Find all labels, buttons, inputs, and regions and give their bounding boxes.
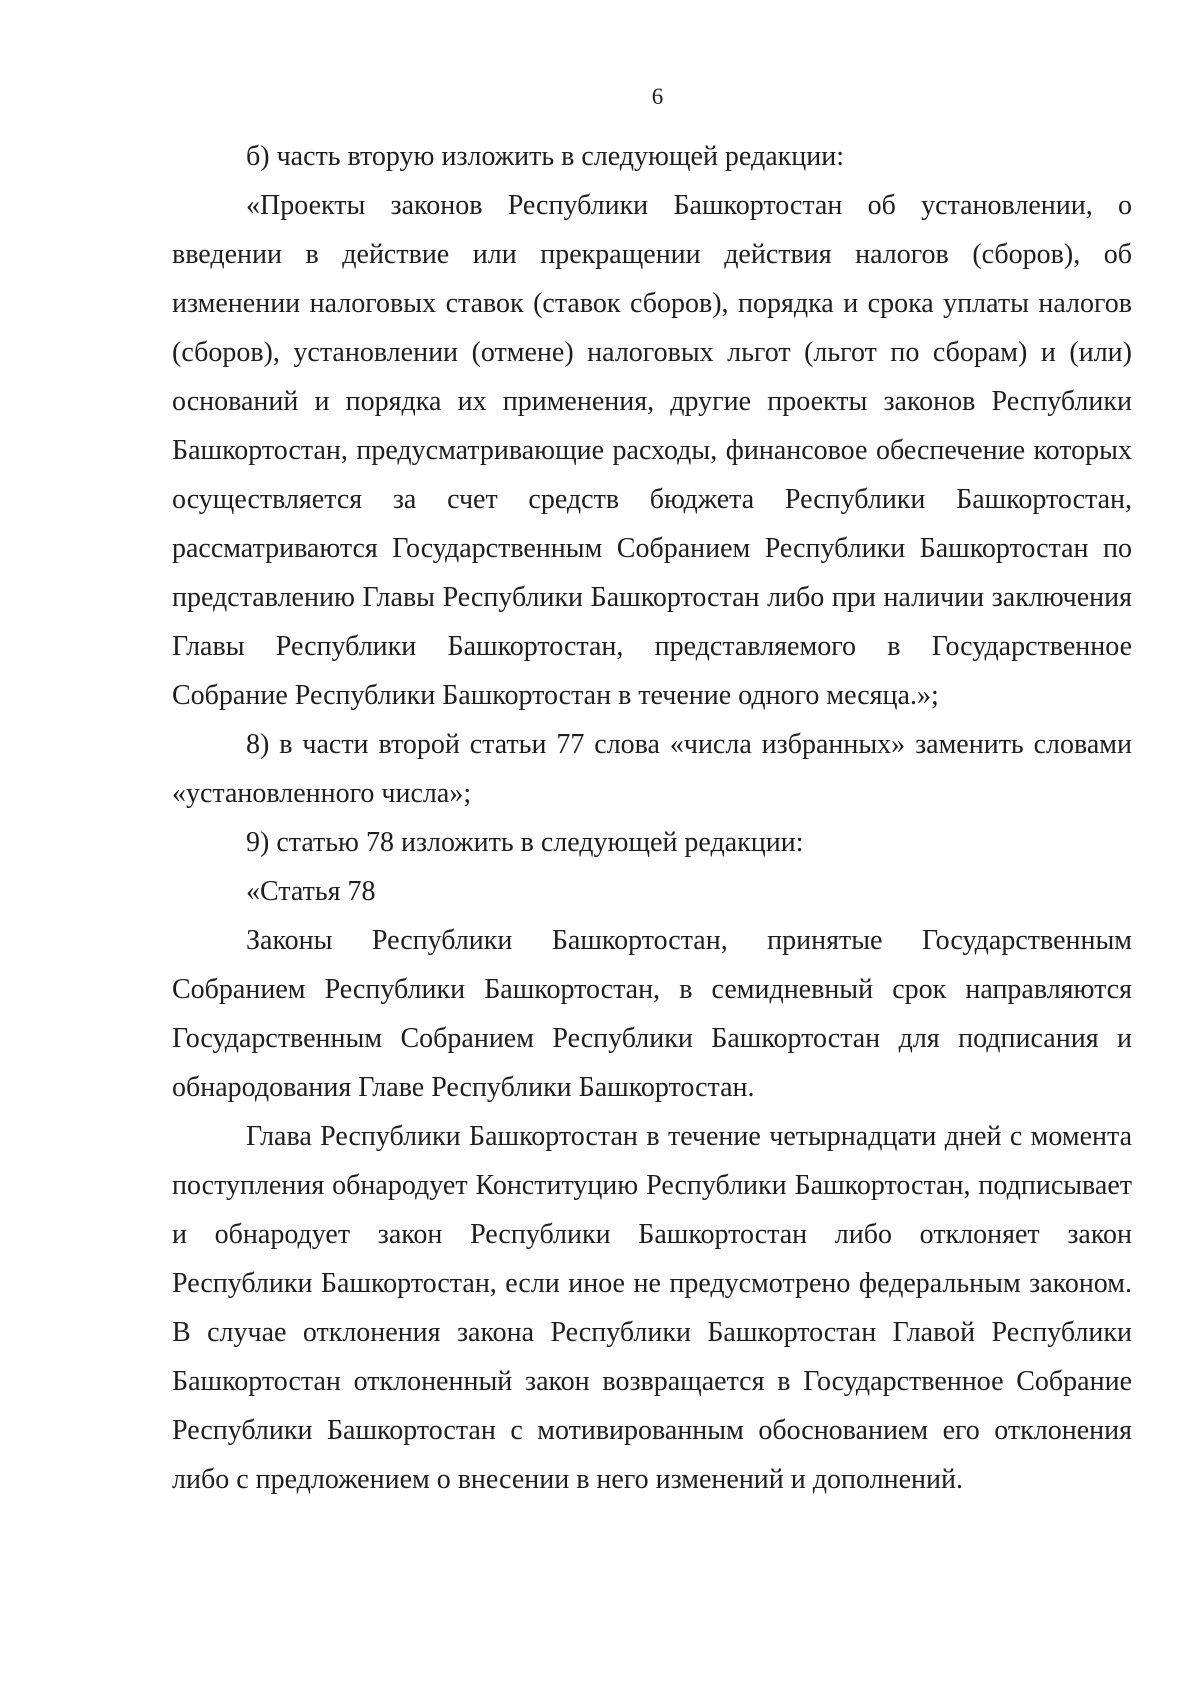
page-number: 6: [651, 84, 664, 109]
paragraph-amendment-b: б) часть вторую изложить в следующей редакции:: [246, 141, 844, 172]
paragraph-draft-laws-quote: «Проекты законов Республики Башкортостан об установлении, о введении в действие или прекращении действия налогов (сборов), об изменении налоговых ставок (ставок сборов), порядка и срока уплаты налогов (сборов), установлении (отмене) налоговых льгот (льгот по сборам) и (или) оснований и порядка их применения, другие проекты законов Республики Башкортостан, предусматривающие расходы, финансовое обеспечение которых осуществляется за счет средств бюджета Республики Башкортостан, рассматриваются Государственным Собранием Республики Башкортостан по представлению Главы Республики Башкортостан либо при наличии заключения Главы Республики Башкортостан, представляемого в Государственное Собрание Республики Башкортостан в течение одного месяца.»;: [172, 190, 1132, 711]
paragraph-amendment-8: 8) в части второй статьи 77 слова «числа избранных» заменить словами «установленного числа»;: [172, 729, 1132, 809]
article-78-heading: «Статья 78: [246, 876, 376, 907]
document-body: [172, 132, 1132, 1504]
paragraph-article-78-part-2: Глава Республики Башкортостан в течение четырнадцати дней с момента поступления обнародует Конституцию Республики Башкортостан, подписывает и обнародует закон Республики Башкортостан либо отклоняет закон Республики Башкортостан, если иное не предусмотрено федеральным законом. В случае отклонения закона Республики Башкортостан Главой Республики Башкортостан отклоненный закон возвращается в Государственное Собрание Республики Башкортостан с мотивированным обоснованием его отклонения либо с предложением о внесении в него изменений и дополнений.: [172, 1121, 1132, 1495]
paragraph-article-78-part-1: Законы Республики Башкортостан, принятые Государственным Собранием Республики Башкортостан, в семидневный срок направляются Государственным Собранием Республики Башкортостан для подписания и обнародования Главе Республики Башкортостан.: [172, 925, 1132, 1103]
paragraph-amendment-9: 9) статью 78 изложить в следующей редакции:: [246, 827, 804, 858]
